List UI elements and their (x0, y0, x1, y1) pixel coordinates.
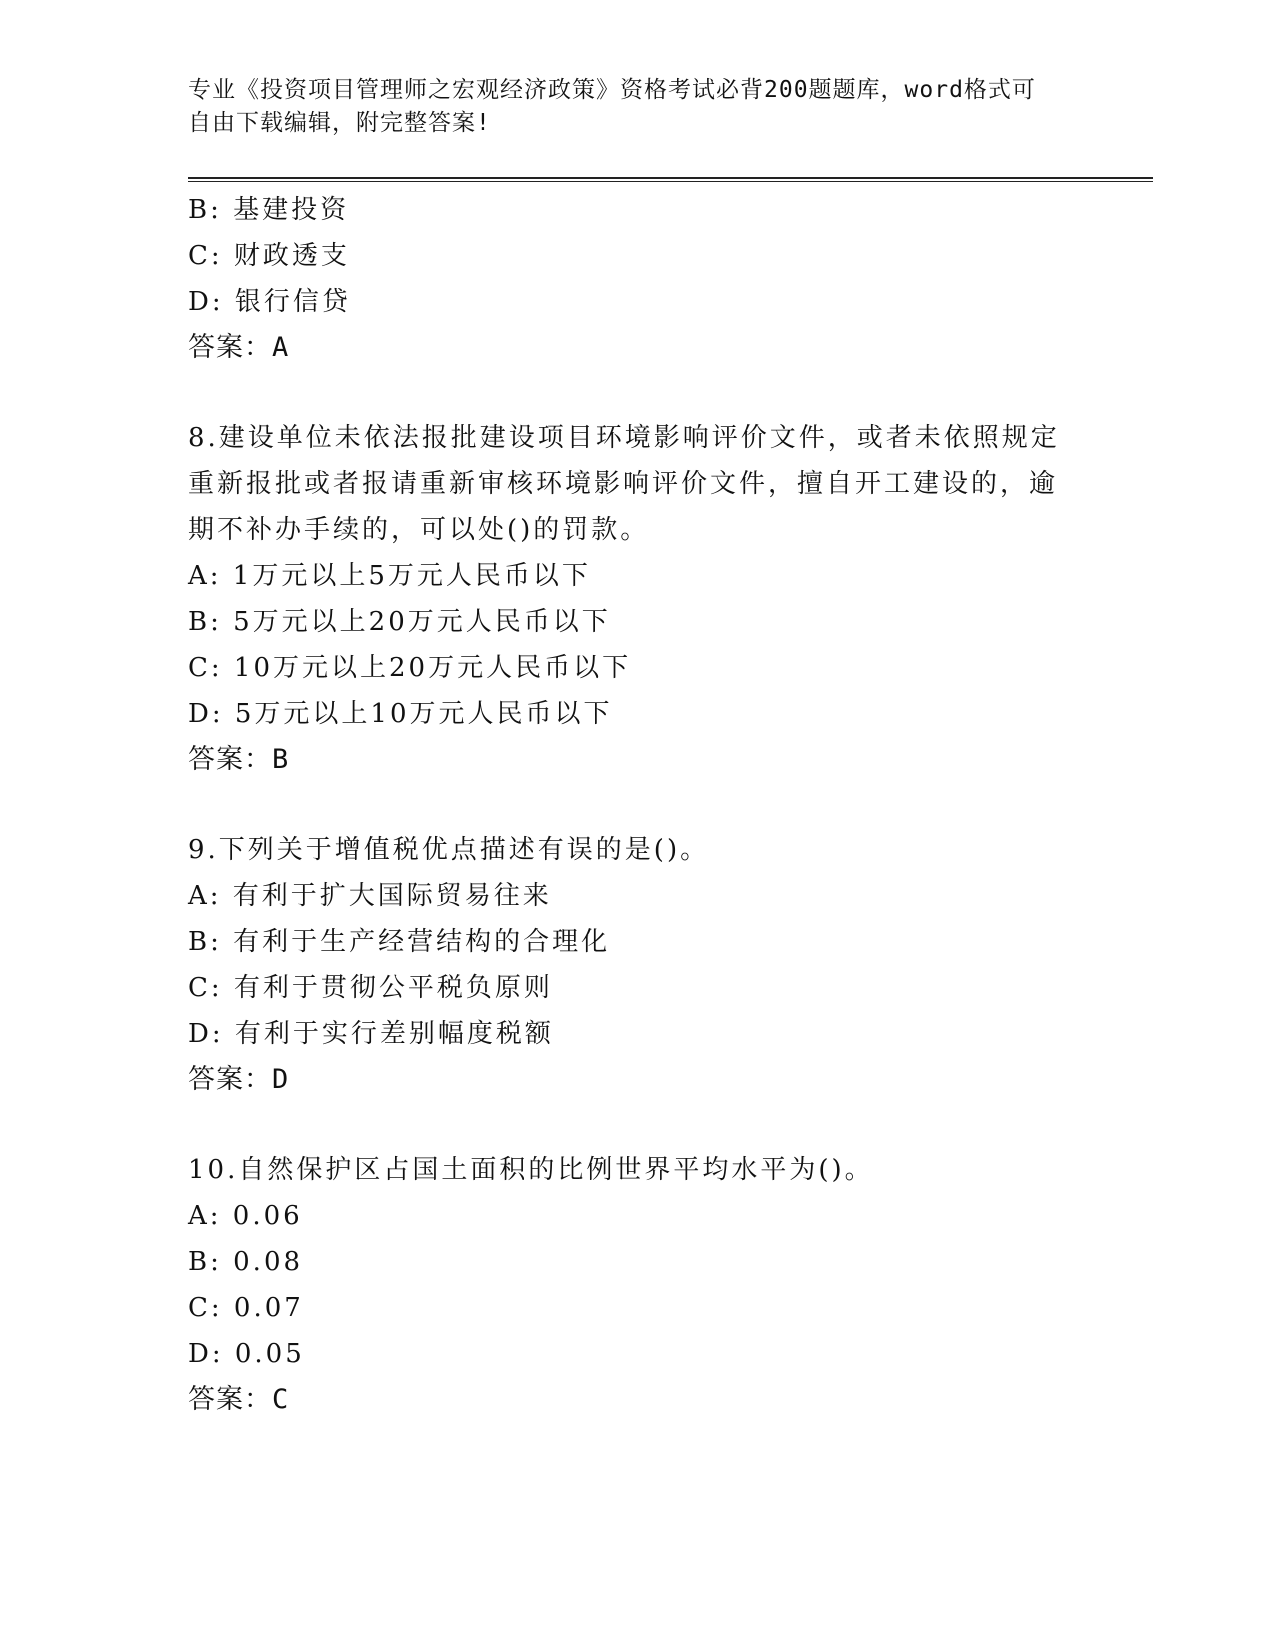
option-d: D: 5万元以上10万元人民币以下 (188, 699, 613, 729)
spacer (188, 371, 1088, 415)
option-d: D: 有利于实行差别幅度税额 (188, 1019, 554, 1049)
option-b: B: 基建投资 (188, 195, 350, 225)
answer-value: D (272, 1064, 290, 1095)
answer-line (188, 1057, 1088, 1103)
page-header (188, 74, 1068, 140)
option-c: C: 10万元以上20万元人民币以下 (188, 653, 632, 683)
spacer (188, 783, 1088, 827)
option-b: B: 5万元以上20万元人民币以下 (188, 607, 611, 637)
header-line-2: 自由下载编辑，附完整答案! (188, 110, 491, 136)
question-list (188, 187, 1088, 1423)
option-d: D: 银行信贷 (188, 287, 351, 317)
option-c: C: 财政透支 (188, 241, 350, 271)
option-d: D: 0.05 (188, 1339, 305, 1369)
question-stem-line: 期不补办手续的，可以处()的罚款。 (188, 515, 650, 545)
answer-label: 答案： (188, 332, 272, 363)
question-9 (188, 827, 1088, 1103)
header-divider (188, 177, 1153, 182)
option-b: B: 有利于生产经营结构的合理化 (188, 927, 611, 957)
answer-line (188, 1377, 1088, 1423)
answer-line (188, 325, 1088, 371)
answer-line (188, 737, 1088, 783)
option-a: A: 1万元以上5万元人民币以下 (188, 561, 591, 591)
option-c: C: 0.07 (188, 1293, 304, 1323)
answer-value: A (272, 332, 290, 363)
answer-label: 答案： (188, 1064, 272, 1095)
question-stem-line: 8.建设单位未依法报批建设项目环境影响评价文件，或者未依照规定 (188, 423, 1060, 453)
question-stem-line: 10.自然保护区占国土面积的比例世界平均水平为()。 (188, 1155, 874, 1185)
answer-label: 答案： (188, 1384, 272, 1415)
question-stem-line: 9.下列关于增值税优点描述有误的是()。 (188, 835, 710, 865)
option-a: A: 0.06 (188, 1201, 303, 1231)
spacer (188, 1103, 1088, 1147)
option-b: B: 0.08 (188, 1247, 304, 1277)
question-10 (188, 1147, 1088, 1423)
header-line-1: 专业《投资项目管理师之宏观经济政策》资格考试必背200题题库，word格式可 (188, 77, 1036, 103)
question-stem-line: 重新报批或者报请重新审核环境影响评价文件，擅自开工建设的，逾 (188, 469, 1059, 499)
answer-value: B (272, 744, 290, 775)
question-8 (188, 415, 1088, 783)
question-fragment (188, 187, 1088, 371)
option-c: C: 有利于贯彻公平税负原则 (188, 973, 553, 1003)
option-a: A: 有利于扩大国际贸易往来 (188, 881, 552, 911)
answer-label: 答案： (188, 744, 272, 775)
answer-value: C (272, 1384, 290, 1415)
